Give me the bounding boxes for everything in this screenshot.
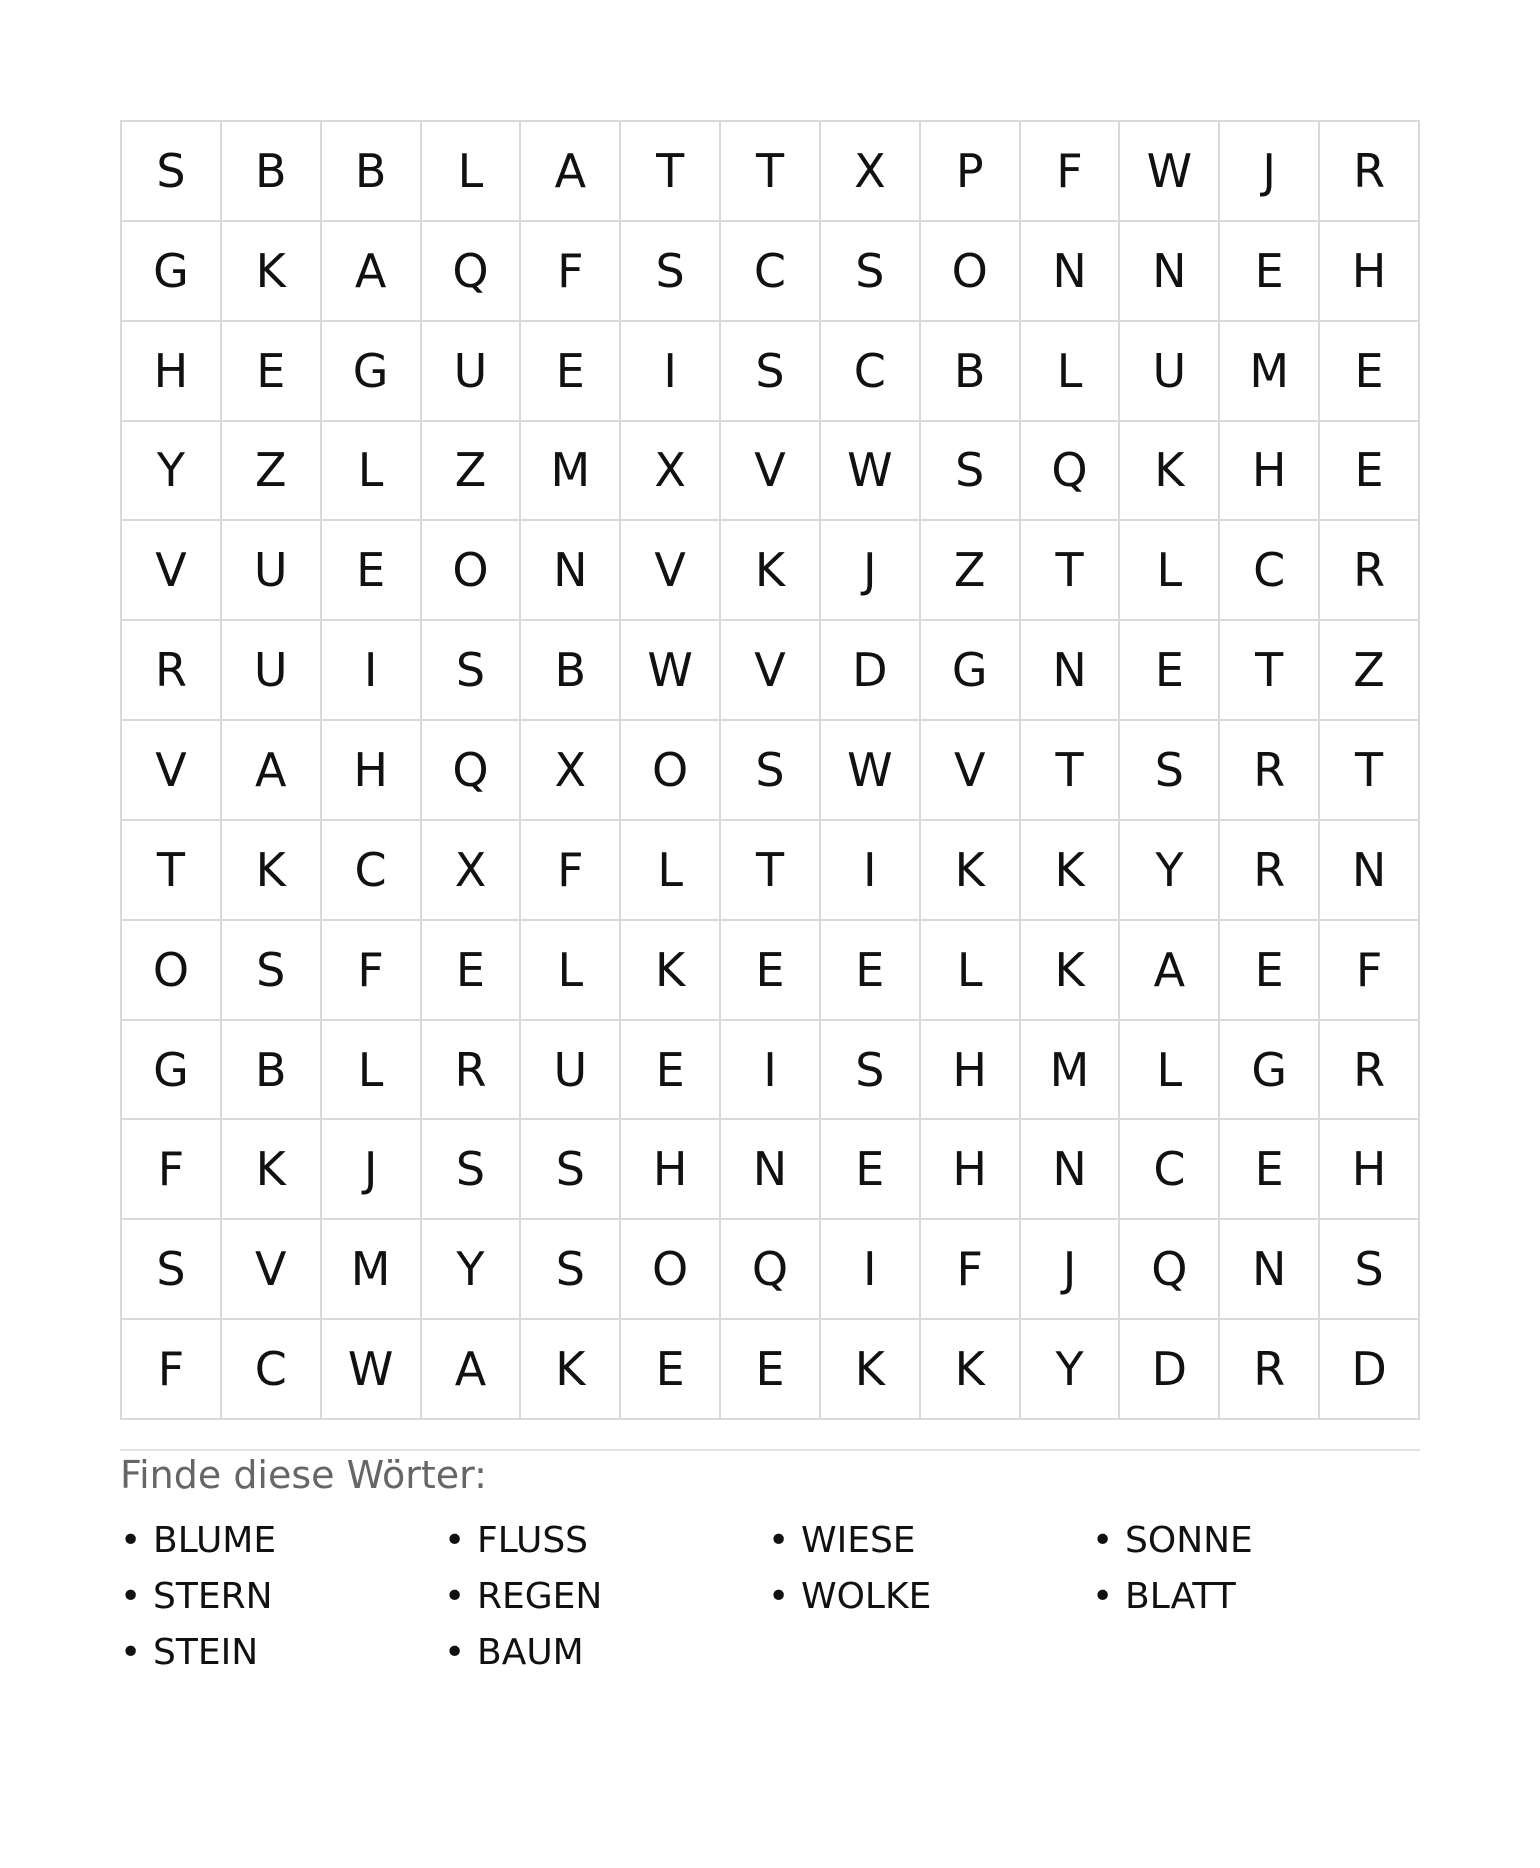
word-text: STEIN (153, 1631, 259, 1673)
word-list-item (1092, 1512, 1416, 1568)
grid-cell[interactable]: N (1021, 621, 1121, 721)
word-list-item (120, 1512, 444, 1568)
grid-cell[interactable]: E (1220, 921, 1320, 1021)
grid-cell[interactable]: V (222, 1220, 322, 1320)
grid-cell[interactable]: E (1320, 422, 1420, 522)
word-list-item (444, 1512, 768, 1568)
grid-cell[interactable]: F (1320, 921, 1420, 1021)
grid-cell[interactable]: K (721, 521, 821, 621)
grid-cell[interactable]: L (1021, 322, 1121, 422)
grid-cell[interactable]: Q (1021, 422, 1121, 522)
grid-cell[interactable]: F (1021, 122, 1121, 222)
grid-cell[interactable]: V (621, 521, 721, 621)
word-list-item (120, 1624, 444, 1680)
grid-cell[interactable]: V (721, 621, 821, 721)
grid-cell[interactable]: B (521, 621, 621, 721)
grid-cell[interactable]: N (521, 521, 621, 621)
grid-cell[interactable]: L (1120, 521, 1220, 621)
grid-cell[interactable]: G (122, 1021, 222, 1121)
grid-cell[interactable]: U (222, 521, 322, 621)
grid-cell[interactable]: C (721, 222, 821, 322)
grid-cell[interactable]: I (322, 621, 422, 721)
grid-cell[interactable]: K (1021, 821, 1121, 921)
bullet-icon: • (1092, 1519, 1114, 1561)
word-text: FLUSS (477, 1519, 589, 1561)
grid-cell[interactable]: F (322, 921, 422, 1021)
grid-cell[interactable]: Z (222, 422, 322, 522)
grid-cell[interactable]: G (1220, 1021, 1320, 1121)
grid-cell[interactable]: F (921, 1220, 1021, 1320)
grid-cell[interactable]: B (222, 122, 322, 222)
grid-cell[interactable]: N (1320, 821, 1420, 921)
grid-cell[interactable]: W (821, 721, 921, 821)
word-list-item (444, 1568, 768, 1624)
grid-cell[interactable]: E (721, 921, 821, 1021)
bullet-icon: • (768, 1575, 790, 1617)
grid-cell[interactable]: N (1220, 1220, 1320, 1320)
grid-cell[interactable]: I (821, 1220, 921, 1320)
word-text: BLATT (1125, 1575, 1236, 1617)
grid-cell[interactable]: L (621, 821, 721, 921)
grid-cell[interactable]: O (122, 921, 222, 1021)
grid-cell[interactable]: A (422, 1320, 522, 1420)
grid-cell[interactable]: S (122, 1220, 222, 1320)
grid-cell[interactable]: X (621, 422, 721, 522)
bullet-icon: • (768, 1519, 790, 1561)
grid-cell[interactable]: E (422, 921, 522, 1021)
grid-cell[interactable]: J (821, 521, 921, 621)
word-list-item (768, 1512, 1092, 1568)
grid-cell[interactable]: T (721, 821, 821, 921)
grid-cell[interactable]: Z (422, 422, 522, 522)
grid-cell[interactable]: I (621, 322, 721, 422)
grid-cell[interactable]: D (1120, 1320, 1220, 1420)
grid-cell[interactable]: F (122, 1120, 222, 1220)
grid-cell[interactable]: I (721, 1021, 821, 1121)
grid-cell[interactable]: T (1320, 721, 1420, 821)
grid-cell[interactable]: G (322, 322, 422, 422)
grid-cell[interactable]: K (521, 1320, 621, 1420)
word-list-item (1092, 1568, 1416, 1624)
grid-cell[interactable]: R (422, 1021, 522, 1121)
grid-cell[interactable]: L (322, 1021, 422, 1121)
grid-cell[interactable]: S (222, 921, 322, 1021)
word-text: REGEN (477, 1575, 603, 1617)
grid-cell[interactable]: D (1320, 1320, 1420, 1420)
bullet-icon: • (444, 1575, 466, 1617)
grid-cell[interactable]: A (222, 721, 322, 821)
grid-cell[interactable]: I (821, 821, 921, 921)
grid-cell[interactable]: R (122, 621, 222, 721)
grid-cell[interactable]: T (721, 122, 821, 222)
word-list-item (444, 1624, 768, 1680)
grid-cell[interactable]: R (1220, 721, 1320, 821)
grid-cell[interactable]: S (821, 1021, 921, 1121)
grid-cell[interactable]: T (1220, 621, 1320, 721)
grid-cell[interactable]: O (621, 1220, 721, 1320)
grid-cell[interactable]: E (222, 322, 322, 422)
word-text: STERN (153, 1575, 273, 1617)
grid-cell[interactable]: K (1120, 422, 1220, 522)
grid-cell[interactable]: H (921, 1021, 1021, 1121)
grid-cell[interactable]: N (1021, 1120, 1121, 1220)
grid-cell[interactable]: A (521, 122, 621, 222)
grid-cell[interactable]: E (721, 1320, 821, 1420)
grid-cell[interactable]: Z (921, 521, 1021, 621)
grid-cell[interactable]: E (621, 1320, 721, 1420)
grid-cell[interactable]: S (621, 222, 721, 322)
grid-cell[interactable]: U (1120, 322, 1220, 422)
grid-cell[interactable]: S (721, 721, 821, 821)
grid-cell[interactable]: K (222, 222, 322, 322)
grid-cell[interactable]: D (821, 621, 921, 721)
grid-cell[interactable]: Q (422, 222, 522, 322)
bullet-icon: • (120, 1519, 142, 1561)
grid-cell[interactable]: J (1021, 1220, 1121, 1320)
grid-cell[interactable]: F (521, 821, 621, 921)
grid-cell[interactable]: U (222, 621, 322, 721)
grid-cell[interactable]: M (1021, 1021, 1121, 1121)
grid-cell[interactable]: H (1320, 222, 1420, 322)
grid-cell[interactable]: B (921, 322, 1021, 422)
grid-cell[interactable]: Y (1021, 1320, 1121, 1420)
grid-cell[interactable]: E (821, 921, 921, 1021)
grid-cell[interactable]: K (222, 1120, 322, 1220)
grid-cell[interactable]: X (521, 721, 621, 821)
bullet-icon: • (1092, 1575, 1114, 1617)
grid-cell[interactable]: W (322, 1320, 422, 1420)
grid-cell[interactable]: T (1021, 721, 1121, 821)
grid-cell[interactable]: H (621, 1120, 721, 1220)
grid-cell[interactable]: O (621, 721, 721, 821)
grid-cell[interactable]: L (322, 422, 422, 522)
grid-cell[interactable]: E (1220, 222, 1320, 322)
bullet-icon: • (444, 1519, 466, 1561)
grid-cell[interactable]: O (422, 521, 522, 621)
grid-cell[interactable]: R (1320, 122, 1420, 222)
grid-cell[interactable]: R (1320, 1021, 1420, 1121)
grid-cell[interactable]: K (921, 821, 1021, 921)
grid-cell[interactable]: W (1120, 122, 1220, 222)
grid-cell[interactable]: S (821, 222, 921, 322)
bullet-icon: • (444, 1631, 466, 1673)
grid-cell[interactable]: X (422, 821, 522, 921)
word-text: SONNE (1125, 1519, 1253, 1561)
grid-cell[interactable]: S (1320, 1220, 1420, 1320)
grid-cell[interactable]: N (721, 1120, 821, 1220)
grid-cell[interactable]: P (921, 122, 1021, 222)
grid-cell[interactable]: S (422, 1120, 522, 1220)
grid-cell[interactable]: G (921, 621, 1021, 721)
grid-cell[interactable]: C (222, 1320, 322, 1420)
grid-cell[interactable]: C (1220, 521, 1320, 621)
grid-cell[interactable]: O (921, 222, 1021, 322)
grid-cell[interactable]: K (1021, 921, 1121, 1021)
word-list-item (120, 1568, 444, 1624)
grid-cell[interactable]: Y (1120, 821, 1220, 921)
grid-cell[interactable]: Q (422, 721, 522, 821)
grid-cell[interactable]: R (1320, 521, 1420, 621)
grid-cell[interactable]: T (1021, 521, 1121, 621)
grid-cell[interactable]: F (122, 1320, 222, 1420)
grid-cell[interactable]: V (721, 422, 821, 522)
grid-cell[interactable]: S (921, 422, 1021, 522)
grid-cell[interactable]: L (422, 122, 522, 222)
grid-cell[interactable]: E (521, 322, 621, 422)
grid-cell[interactable]: S (521, 1220, 621, 1320)
grid-cell[interactable]: H (921, 1120, 1021, 1220)
grid-cell[interactable]: E (821, 1120, 921, 1220)
word-text: BAUM (477, 1631, 584, 1673)
grid-cell[interactable]: H (322, 721, 422, 821)
grid-cell[interactable]: R (1220, 821, 1320, 921)
grid-cell[interactable]: N (1021, 222, 1121, 322)
grid-cell[interactable]: Q (721, 1220, 821, 1320)
grid-cell[interactable]: K (921, 1320, 1021, 1420)
grid-cell[interactable]: B (222, 1021, 322, 1121)
grid-cell[interactable]: E (1220, 1120, 1320, 1220)
word-text: WOLKE (801, 1575, 932, 1617)
grid-cell[interactable]: H (1320, 1120, 1420, 1220)
grid-cell[interactable]: V (122, 721, 222, 821)
grid-cell[interactable]: S (422, 621, 522, 721)
bullet-icon: • (120, 1575, 142, 1617)
word-text: BLUME (153, 1519, 277, 1561)
grid-cell[interactable]: S (1120, 721, 1220, 821)
grid-cell[interactable]: S (122, 122, 222, 222)
grid-cell[interactable]: A (1120, 921, 1220, 1021)
grid-cell[interactable]: J (322, 1120, 422, 1220)
grid-cell[interactable]: C (322, 821, 422, 921)
grid-cell[interactable]: M (1220, 322, 1320, 422)
grid-cell[interactable]: T (122, 821, 222, 921)
grid-cell[interactable]: W (621, 621, 721, 721)
grid-cell[interactable]: S (521, 1120, 621, 1220)
grid-cell[interactable]: J (1220, 122, 1320, 222)
grid-cell[interactable]: E (621, 1021, 721, 1121)
grid-cell[interactable]: B (322, 122, 422, 222)
grid-cell[interactable]: H (1220, 422, 1320, 522)
grid-cell[interactable]: K (222, 821, 322, 921)
grid-cell[interactable]: A (322, 222, 422, 322)
grid-cell[interactable]: H (122, 322, 222, 422)
word-list-item (768, 1568, 1092, 1624)
grid-cell[interactable]: N (1120, 222, 1220, 322)
grid-cell[interactable]: E (322, 521, 422, 621)
grid-cell[interactable]: R (1220, 1320, 1320, 1420)
instructions-label: Finde diese Wörter: (120, 1453, 487, 1497)
grid-cell[interactable]: L (1120, 1021, 1220, 1121)
grid-cell[interactable]: L (921, 921, 1021, 1021)
word-text: WIESE (801, 1519, 916, 1561)
grid-cell[interactable]: K (621, 921, 721, 1021)
grid-cell[interactable]: M (521, 422, 621, 522)
grid-cell[interactable]: Q (1120, 1220, 1220, 1320)
grid-cell[interactable]: W (821, 422, 921, 522)
grid-cell[interactable]: C (821, 322, 921, 422)
word-list (120, 1512, 1420, 1680)
grid-cell[interactable]: V (921, 721, 1021, 821)
grid-cell[interactable]: T (621, 122, 721, 222)
grid-cell[interactable]: E (1320, 322, 1420, 422)
grid-cell[interactable]: S (721, 322, 821, 422)
grid-cell[interactable]: X (821, 122, 921, 222)
grid-cell[interactable]: V (122, 521, 222, 621)
grid-cell[interactable]: U (422, 322, 522, 422)
grid-cell[interactable]: F (521, 222, 621, 322)
bullet-icon: • (120, 1631, 142, 1673)
grid-cell[interactable]: G (122, 222, 222, 322)
grid-cell[interactable]: Y (422, 1220, 522, 1320)
grid-cell[interactable]: M (322, 1220, 422, 1320)
grid-cell[interactable]: L (521, 921, 621, 1021)
grid-cell[interactable]: E (1120, 621, 1220, 721)
letter-grid (120, 120, 1420, 1420)
grid-cell[interactable]: U (521, 1021, 621, 1121)
grid-cell[interactable]: K (821, 1320, 921, 1420)
grid-cell[interactable]: Y (122, 422, 222, 522)
grid-cell[interactable]: Z (1320, 621, 1420, 721)
grid-cell[interactable]: C (1120, 1120, 1220, 1220)
